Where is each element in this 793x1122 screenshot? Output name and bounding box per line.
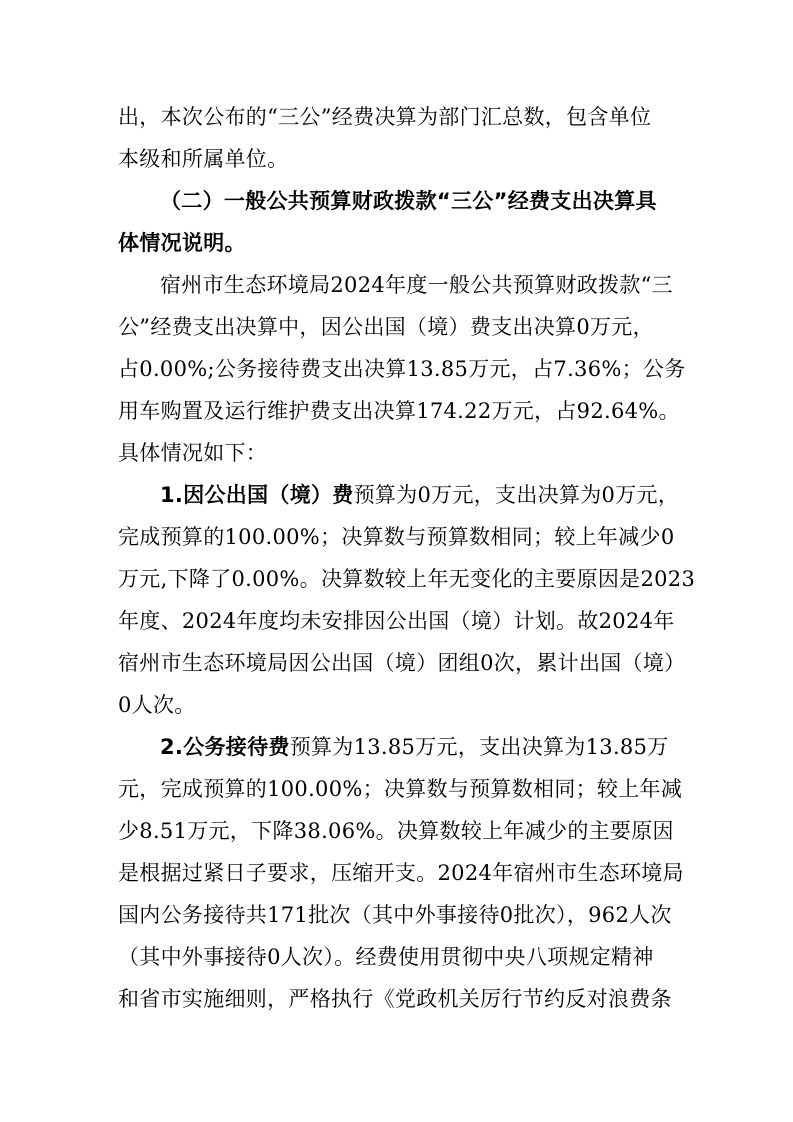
paragraph-line (118, 690, 196, 720)
text-run: 年度、2024年度均未安排因公出国（境）计划。故2024年 (118, 609, 675, 633)
text-run: 宿州市生态环境局因公出国（境）团组0次，累计出国（境） (118, 651, 686, 675)
paragraph-line (118, 312, 654, 342)
text-run: 万元,下降了0.00%。决算数较上年无变化的主要原因是2023 (118, 567, 696, 591)
text-run: （其中外事接待0人次）。经费使用贯彻中央八项规定精神 (118, 945, 654, 969)
text-run: 宿州市生态环境局2024年度一般公共预算财政拨款“三 (160, 273, 673, 297)
paragraph-line (118, 648, 685, 678)
text-run: 是根据过紧日子要求，压缩开支。2024年宿州市生态环境局 (118, 861, 684, 885)
paragraph-line (118, 900, 672, 930)
text-run: 0人次。 (118, 693, 196, 717)
section-heading-text: 体情况说明。 (118, 231, 246, 255)
section-heading-text: （二）一般公共预算财政拨款“三公”经费支出决算具 (160, 189, 657, 213)
text-run: 少8.51万元，下降38.06%。决算数较上年减少的主要原因 (118, 819, 674, 843)
text-run: 元，完成预算的100.00%；决算数与预算数相同；较上年减 (118, 777, 683, 801)
text-run: 本级和所属单位。 (118, 147, 289, 171)
text-run: 国内公务接待共171批次（其中外事接待0批次），962人次 (118, 903, 672, 927)
text-run: 出，本次公布的“三公”经费决算为部门汇总数，包含单位 (118, 105, 652, 129)
paragraph-line (118, 522, 675, 552)
paragraph-line (160, 270, 673, 300)
paragraph-line (118, 606, 675, 636)
paragraph-line (118, 438, 267, 468)
text-run: 用车购置及运行维护费支出决算174.22万元，占92.64%。 (118, 399, 680, 423)
text-run: 预算为13.85万元，支出决算为13.85万 (289, 735, 669, 759)
paragraph-line (118, 144, 288, 174)
text-run: 占0.00%;公务接待费支出决算13.85万元，占7.36%；公务 (118, 357, 686, 381)
paragraph-line (118, 564, 695, 594)
paragraph-line (118, 816, 674, 846)
paragraph-line (160, 480, 679, 510)
paragraph-line (160, 732, 669, 762)
paragraph-line (118, 102, 651, 132)
item-lead-bold: 1.因公出国（境）费 (160, 483, 354, 507)
text-run: 公”经费支出决算中，因公出国（境）费支出决算0万元， (118, 315, 654, 339)
section-heading-line (160, 186, 657, 216)
paragraph-line (118, 984, 672, 1014)
item-lead-bold: 2.公务接待费 (160, 735, 290, 759)
text-run: 和省市实施细则，严格执行《党政机关厉行节约反对浪费条 (118, 987, 672, 1011)
text-run: 完成预算的100.00%；决算数与预算数相同；较上年减少0 (118, 525, 675, 549)
paragraph-line (118, 396, 680, 426)
text-run: 预算为0万元，支出决算为0万元， (353, 483, 680, 507)
section-heading-line (118, 228, 246, 258)
paragraph-line (118, 774, 682, 804)
paragraph-line (118, 942, 654, 972)
paragraph-line (118, 354, 686, 384)
text-run: 具体情况如下： (118, 441, 268, 465)
paragraph-line (118, 858, 684, 888)
